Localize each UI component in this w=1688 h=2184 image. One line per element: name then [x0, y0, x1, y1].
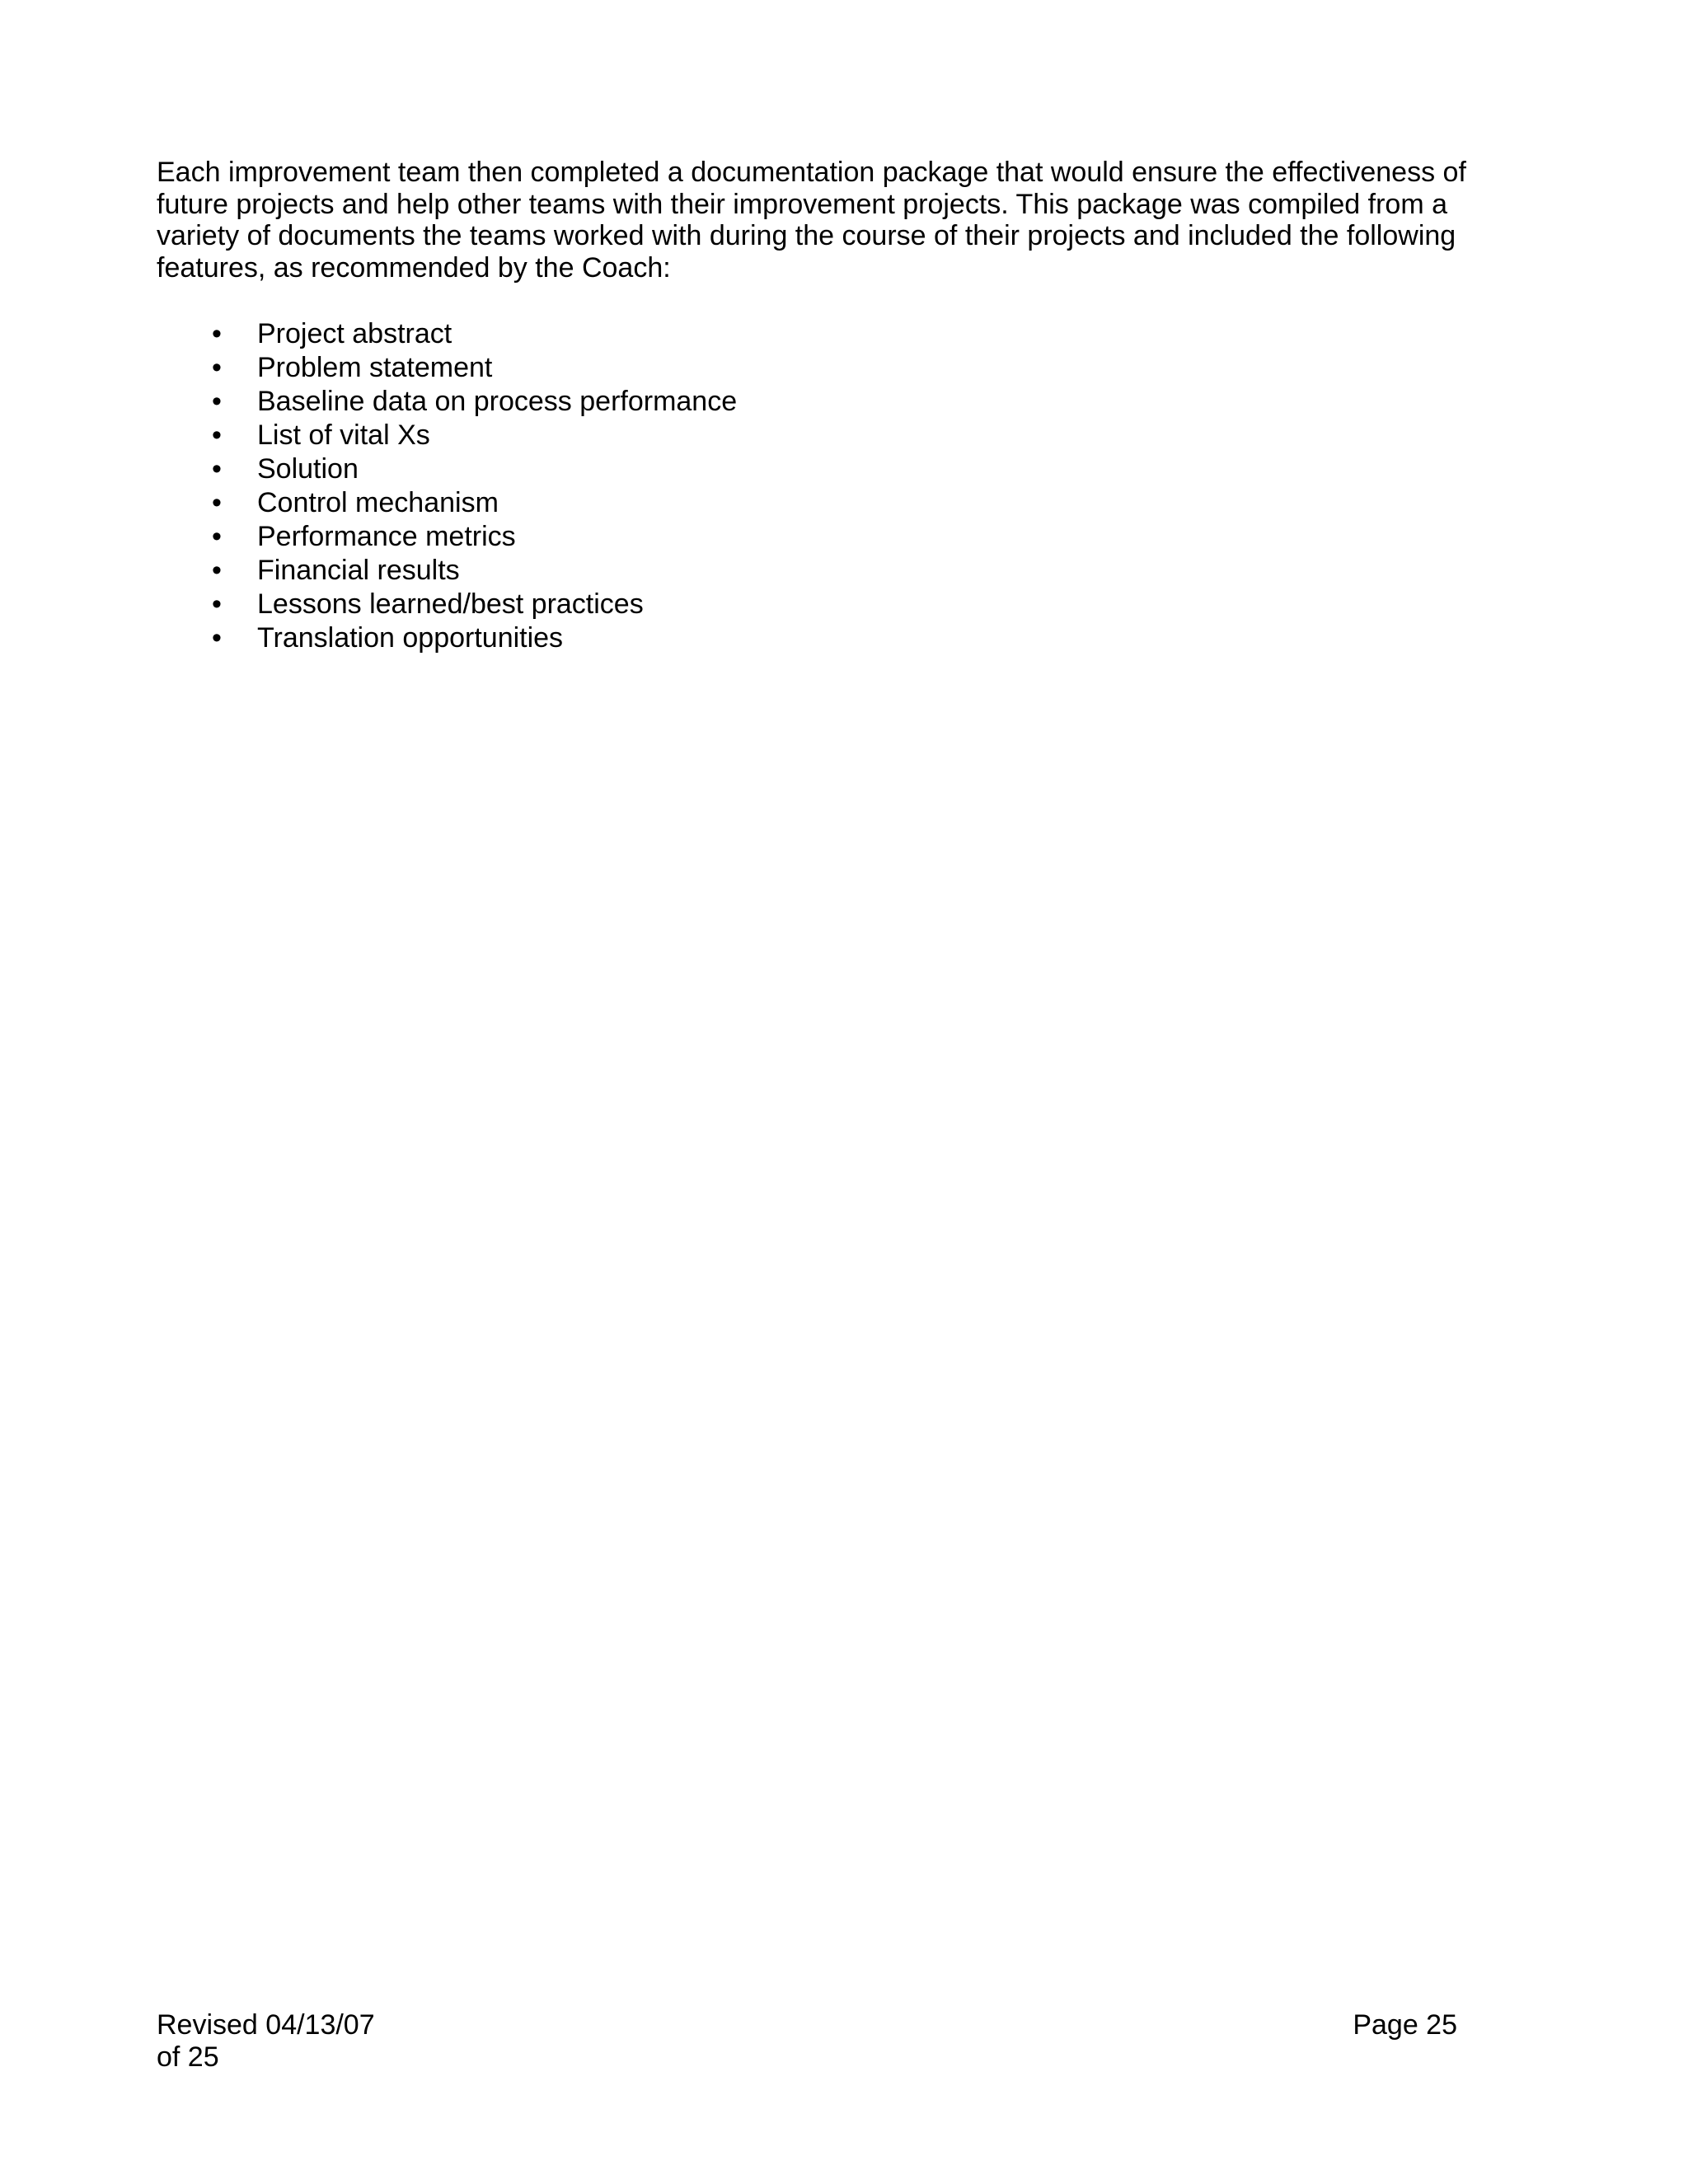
list-item-label: Baseline data on process performance: [257, 386, 738, 417]
bullet-icon: •: [212, 352, 222, 383]
list-item: [157, 419, 1146, 452]
bullet-icon: •: [212, 419, 222, 451]
footer-page-total: of 25: [157, 2041, 219, 2073]
list-item-label: Translation opportunities: [257, 622, 564, 654]
bullet-icon: •: [212, 386, 222, 417]
list-item-label: Project abstract: [257, 318, 452, 349]
bullet-icon: •: [212, 622, 222, 654]
list-item: [157, 452, 1146, 486]
list-item-label: List of vital Xs: [257, 419, 430, 451]
list-item: [157, 351, 1146, 385]
list-item: [157, 520, 1146, 554]
footer-revision: [157, 2009, 569, 2074]
list-item: [157, 588, 1146, 621]
list-item-label: Control mechanism: [257, 487, 499, 518]
list-item-label: Lessons learned/best practices: [257, 588, 644, 620]
bullet-icon: •: [212, 487, 222, 518]
list-item: [157, 486, 1146, 520]
feature-list: [157, 317, 1146, 655]
list-item: [157, 317, 1146, 351]
footer-page-number: Page 25: [1353, 2009, 1457, 2041]
list-item: [157, 621, 1146, 655]
bullet-icon: •: [212, 521, 222, 552]
bullet-icon: •: [212, 318, 222, 349]
list-item-label: Financial results: [257, 555, 460, 586]
bullet-icon: •: [212, 588, 222, 620]
body-paragraph: Each improvement team then completed a documentation package that would ensure the effectiveness of future projects and help other teams with their improvement projects. This package was compiled from a variety of documents the teams worked with during the course of their projects and included the following features, as recommended by the Coach:: [157, 157, 1466, 284]
list-item: [157, 385, 1146, 419]
list-item-label: Performance metrics: [257, 521, 516, 552]
list-item-label: Problem statement: [257, 352, 493, 383]
footer-revised-date: Revised 04/13/07: [157, 2009, 375, 2041]
bullet-icon: •: [212, 555, 222, 586]
list-item-label: Solution: [257, 453, 359, 485]
bullet-icon: •: [212, 453, 222, 485]
list-item: [157, 554, 1146, 588]
